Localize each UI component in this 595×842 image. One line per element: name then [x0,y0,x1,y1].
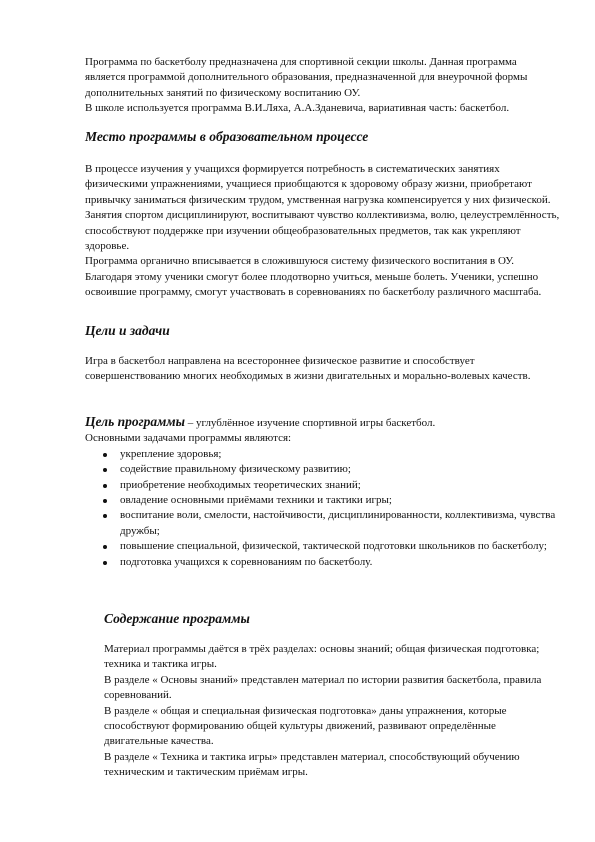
body-paragraph: Материал программы даётся в трёх разделах: основы знаний; общая физическая подготовка; техника и тактика игры. [104,643,540,671]
bullet-icon [103,561,107,565]
section-heading: Цели и задачи [85,323,170,338]
body-paragraph: Программа органично вписывается в сложившуюся систему физического воспитания в ОУ. Благодаря этому ученики смогут более плодотворно учиться, меньше болеть. Ученики, успешно освоившие программу, смогут участвовать в соревнованиях по баскетболу различного масштаба. [85,255,542,299]
intro-section [85,55,559,117]
body-paragraph: В разделе « Основы знаний» представлен материал по истории развития баскетбола, правила соревнований. [104,673,542,702]
bullet-icon [103,484,107,488]
bullet-icon [103,545,107,549]
bullet-icon [103,453,107,457]
list-item: повышение специальной, физической, тактической подготовки школьников по баскетболу; [85,539,565,554]
list-item: подготовка учащихся к соревнованиям по баскетболу. [85,555,565,570]
program-goal-section [85,414,565,570]
body-paragraph: В разделе « Техника и тактика игры» представлен материал, способствующий обучению техническим и тактическим приёмам игры. [104,750,520,779]
bullet-icon [103,514,107,518]
place-section [85,128,555,145]
bullet-icon [103,468,107,472]
place-section-body [85,162,562,301]
section-heading: Место программы в образовательном процессе [85,129,369,144]
content-section-body [104,642,556,781]
list-item: укрепление здоровья; [85,447,565,462]
list-item: овладение основными приёмами техники и тактики игры; [85,493,565,508]
list-item: приобретение необходимых теоретических знаний; [85,478,565,493]
goals-section-body [85,354,545,385]
body-paragraph: В процессе изучения у учащихся формируется потребность в систематических занятиях физическими упражнениями, учащиеся приобщаются к здоровому образу жизни, приобретают привычку заниматься физическим трудом, умственная нагрузка компенсируется у них физической. Занятия спортом дисциплинируют, воспитывают чувство коллективизма, волю, целеустремлённость, способствуют поддержке при изучении общеобразовательных предметов, так как укрепляют здоровье. [85,163,560,253]
program-goal-line [85,414,565,431]
body-paragraph: В разделе « общая и специальная физическая подготовка» даны упражнения, которые способствуют формированию общей культуры движений, развивают определённые двигательные качества. [104,704,507,748]
list-item: содействие правильному физическому развитию; [85,462,565,477]
program-goal-heading: Цель программы [85,414,185,429]
bullet-icon [103,499,107,503]
intro-paragraph: В школе используется программа В.И.Ляха, А.А.Зданевича, вариативная часть: баскетбол. [85,102,510,115]
intro-paragraph: Программа по баскетболу предназначена для спортивной секции школы. Данная программа является программой дополнительного образования, предназначенной для внеурочной формы дополнительных занятий по физическому воспитанию ОУ. [85,56,528,99]
section-heading: Содержание программы [104,611,250,626]
tasks-list [85,447,565,570]
body-paragraph: Игра в баскетбол направлена на всестороннее физическое развитие и способствует совершенствованию многих необходимых в жизни двигательных и морально-волевых качеств. [85,355,531,383]
list-item: воспитание воли, смелости, настойчивости, дисциплинированности, коллективизма, чувства дружбы; [85,508,565,539]
goals-section [85,322,555,339]
content-section [104,610,574,627]
program-goal-text: – углублённое изучение спортивной игры баскетбол. [184,417,436,429]
tasks-intro: Основными задачами программы являются: [85,432,292,445]
